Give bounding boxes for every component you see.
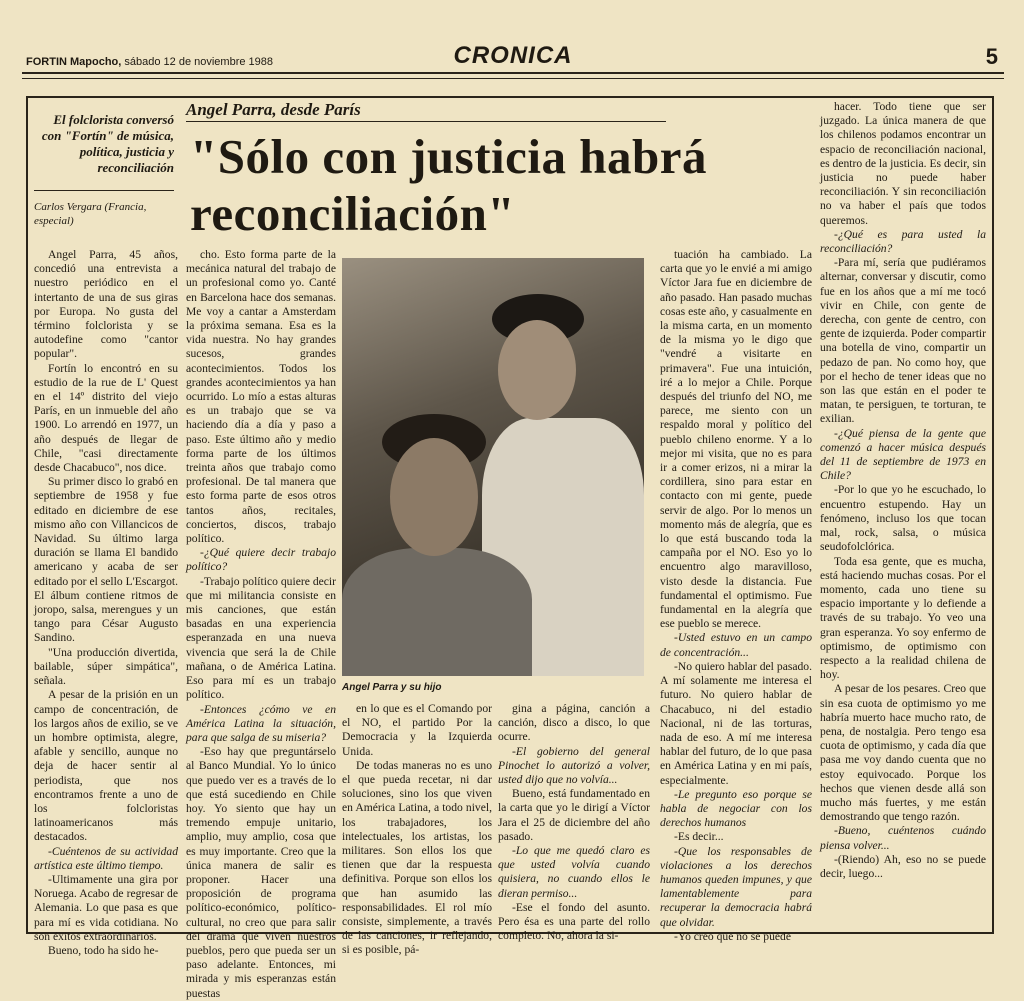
article-paragraph: Fortín lo encontró en su estudio de la rue de L' Quest en el 14º distrito del viejo París, en un inmueble del año 1900. Lo arrendó en 1977, un año después de llegar de Chile, "casi directamente desde Chacabuco", nos dice. bbox=[34, 361, 178, 475]
interview-question: -Lo que me quedó claro es que usted volvía cuando quisiera, no cuando ellos le dieran permiso... bbox=[498, 844, 650, 900]
article-paragraph: -(Riendo) Ah, eso no se puede decir, luego... bbox=[820, 852, 986, 880]
article-paragraph: -Es decir... bbox=[674, 830, 724, 844]
article-paragraph: A pesar de la prisión en un campo de concentración, de los largos años de exilio, se ve un hombre optimista, alegre, afable y sencillo, aunque no deja de hacer sentir al periodista, que nos encontramos frente a uno de los folcloristas latinoamericanos más destacados. bbox=[34, 688, 178, 844]
byline: Carlos Vergara (Francia, especial) bbox=[34, 201, 147, 227]
article-paragraph: -Para mí, sería que pudiéramos alternar, conversar y discutir, como fue en los años que a mí me tocó vivir en Chile, con gente de derecha, con gente de centro, con gente de izquierda. Poder compartir una botella de vino, compartir un pedazo de pan. No como hoy, que por el hecho de tener ideas que no son las que están en el poder te matan, te persiguen, te torturan, te exilian. bbox=[820, 256, 986, 426]
photo-angel-parra-and-son bbox=[342, 258, 644, 676]
article-paragraph: en lo que es el Comando por el NO, el partido Por la Democracia y la Izquierda Unida. bbox=[342, 702, 492, 758]
photo-figure-father-face bbox=[390, 438, 478, 556]
article-paragraph: -Eso hay que preguntárselo al Banco Mundial. Yo lo único que puedo ver es a través de lo que está sucediendo en Chile hoy. Yo siento que hay un tremendo empuje unitario, amplio, muy amplio, cosa que es muy importante. Creo que la única manera de salir es proponer. Hacer una proposición de programa político-económico, político-cultural, no creo que para salir del drama que viven nuestros pueblos, pero que pueda ser un paso adelante. Entonces, mi mirada y mis esperanzas están puestas bbox=[186, 745, 336, 1000]
article-column-5 bbox=[660, 248, 812, 943]
article-paragraph: Toda esa gente, que es mucha, está haciendo muchas cosas. Por el momento, cada uno tiene su espacio importante y lo defiende a través de su trabajo. Yo veo una gran esperanza. Yo soy enfermo de optimismo, de optimismo con respecto a la realidad chilena de hoy. bbox=[820, 554, 986, 682]
article-frame bbox=[26, 96, 994, 1000]
article-kicker: Angel Parra, desde París bbox=[186, 100, 361, 119]
article-paragraph: -Por lo que yo he escuchado, lo encuentro estupendo. Hay un fenómeno, incluso los que tocan mal, rock, salsa, o música seudofolclórica. bbox=[820, 483, 986, 554]
article-paragraph: tuación ha cambiado. La carta que yo le envié a mi amigo Víctor Jara fue en diciembre de año pasado. Han pasado muchas cosas este año, y casualmente en la misma carta, en un momento de la misma yo le digo que "vendré a visitarte en primavera". Fue una intuición, iré a lo mejor a Chile. Porque después del triunfo del NO, me parece, me siento con un respaldo moral y político del pueblo chileno enorme. Y a lo mejor mi visita, que no es para ir a comer erizos, ni a mirar la cordillera, sino para estar en contacto con mi gente, puede servir de algo. Por lo menos un momento más de alegría, que es lo que está buscando toda la campaña por el NO. Eso yo lo encuentro algo maravilloso, visto desde la distancia. Fue fundamental el optimismo. Fue fundamental en la alegría que ese pueblo se merece. bbox=[660, 248, 812, 631]
interview-question: -¿Qué quiere decir trabajo político? bbox=[186, 546, 336, 574]
photo-figure-father-body bbox=[342, 548, 532, 676]
interview-question: -Bueno, cuéntenos cuándo piensa volver... bbox=[820, 824, 986, 852]
article-paragraph: hacer. Todo tiene que ser juzgado. La única manera de que los chilenos podamos encontrar un espacio de reconciliación nacional, es dentro de la justicia. Es decir, sin justicia no puede haber reconciliación. Y sin reconciliación no va haber el país que todos queremos. bbox=[820, 100, 986, 227]
article-paragraph: A pesar de los pesares. Creo que sin esa cuota de optimismo yo me habría muerto hace mucho rato, de pena, de nostalgia. Pero tengo esa cuota de optimismo, y cada día que pasa me voy dando cuenta que no estoy equivocado. Porque los hechos que vienen desde allá son mucho más fuertes, y me están demostrando que tengo razón. bbox=[820, 682, 986, 824]
photo-caption: Angel Parra y su hijo bbox=[342, 682, 442, 693]
article-paragraph: "Una producción divertida, bailable, súper simpática", señala. bbox=[34, 645, 178, 688]
interview-question: -Le pregunto eso porque se habla de negociar con los derechos humanos bbox=[660, 787, 812, 830]
kicker-rule bbox=[186, 121, 666, 122]
paper-name: FORTIN Mapocho, bbox=[26, 56, 122, 68]
article-paragraph: gina a página, canción a canción, disco a disco, lo que ocurre. bbox=[498, 702, 650, 744]
deck-rule bbox=[34, 190, 174, 191]
interview-question: -Cuéntenos de su actividad artística este último tiempo. bbox=[34, 844, 178, 872]
header-rule bbox=[22, 72, 1004, 79]
article-paragraph: De todas maneras no es uno el que pueda recetar, ni dar soluciones, sino los que viven en América Latina, a todo nivel, los trabajadores, los intelectuales, los artistas, los militares. Son ellos los que tienen que dar la respuesta definitiva. Porque son ellos los que han asumido las responsabilidades. El rol mío consiste, simplemente, a través de las canciones, ir reflejando, si es posible, pá- bbox=[342, 758, 492, 957]
interview-question: -El gobierno del general Pinochet lo autorizó a volver, usted dijo que no volvía... bbox=[498, 744, 650, 787]
interview-question: -Entonces ¿cómo ve en América Latina la situación, para que salga de su miseria? bbox=[186, 702, 336, 744]
interview-question: -Usted estuvo en un campo de concentración... bbox=[660, 631, 812, 659]
article-paragraph: cho. Esto forma parte de la mecánica natural del trabajo de un profesional como yo. Canté en Barcelona hace dos semanas. Me voy a cantar a Amsterdam la próxima semana. Esa es la vida nuestra. No hay grandes sucesos, grandes acontecimientos. Todos los grandes acontecimientos ya han ocurrido. Lo mío a estas alturas es un trabajo que se va haciendo día a día y paso a paso. Este último año y medio forma parte de los últimos treinta años que trabajo como profesional. De tal manera que esto forma parte de esos otros tantos años, recitales, conciertos, discos, trabajo político. bbox=[186, 248, 336, 546]
photo-figure-son-face bbox=[498, 320, 576, 420]
deck-summary: El folclorista conversó con "Fortín" de música, política, justicia y reconciliación bbox=[41, 112, 174, 175]
article-paragraph: Bueno, está fundamentado en la carta que yo le dirigí a Víctor Jara el 25 de diciembre del año pasado. bbox=[498, 787, 650, 843]
article-paragraph: -Ultimamente una gira por Noruega. Acabo de regresar de Alemania. Lo que pasa es que para mí es vida cotidiana. No son éxitos extraordinarios. bbox=[34, 872, 178, 943]
page-header bbox=[22, 40, 1004, 76]
article-paragraph: -Yo creo que no se puede bbox=[674, 929, 791, 943]
section-title: CRONICA bbox=[453, 42, 573, 69]
article-paragraph: -No quiero hablar del pasado. A mí solamente me interesa el futuro. No quiero hablar de Chacabuco, ni del estadio Nacional, ni de las torturas, nada de eso. A mí me interesa hablar del futuro, de lo que pasa en América Latina y en mi país, especialmente. bbox=[660, 659, 812, 787]
article-paragraph: Su primer disco lo grabó en septiembre de 1958 y fue editado en diciembre de ese mismo año con Villancicos de Navidad. Su último larga duración se llama El bandido americano y acaba de ser editado por el sello L'Escargot. El álbum contiene ritmos de joropo, salsa, merengues y un tango para César Augusto Sandino. bbox=[34, 475, 178, 645]
article-paragraph: Bueno, todo ha sido he- bbox=[48, 943, 159, 957]
article-column-2 bbox=[186, 248, 336, 1000]
issue-date: sábado 12 de noviembre 1988 bbox=[121, 56, 273, 68]
article-column-1 bbox=[34, 248, 178, 957]
interview-question: -¿Qué es para usted la reconciliación? bbox=[820, 227, 986, 256]
page-number: 5 bbox=[985, 44, 998, 69]
headline: "Sólo con justicia habrá reconciliación" bbox=[190, 129, 708, 241]
interview-question: -Que los responsables de violaciones a los derechos humanos queden impunes, y que lamentablemente para recuperar la democracia habrá que olvidar. bbox=[660, 844, 812, 929]
article-column-4 bbox=[498, 702, 650, 943]
article-paragraph: -Trabajo político quiere decir que mi militancia consiste en mis canciones, que están basadas en una experiencia esperanzada en una nueva vivencia que será la de Chile mañana, o de América Latina. Eso para mí es un trabajo político. bbox=[186, 574, 336, 702]
article-column-6 bbox=[820, 100, 986, 928]
article-paragraph: Angel Parra, 45 años, concedió una entrevista a nuestro periódico en el intertanto de una de sus giras por Europa. No gusta del término folclorista y se autodefine como "cantor popular". bbox=[34, 248, 178, 361]
article-paragraph: -Ese el fondo del asunto. Pero ésa es una parte del rollo completo. No, ahora la si- bbox=[498, 900, 650, 943]
article-column-3 bbox=[342, 702, 492, 957]
interview-question: -¿Qué piensa de la gente que comenzó a hacer música después del 11 de septiembre de 1973 en Chile? bbox=[820, 426, 986, 483]
